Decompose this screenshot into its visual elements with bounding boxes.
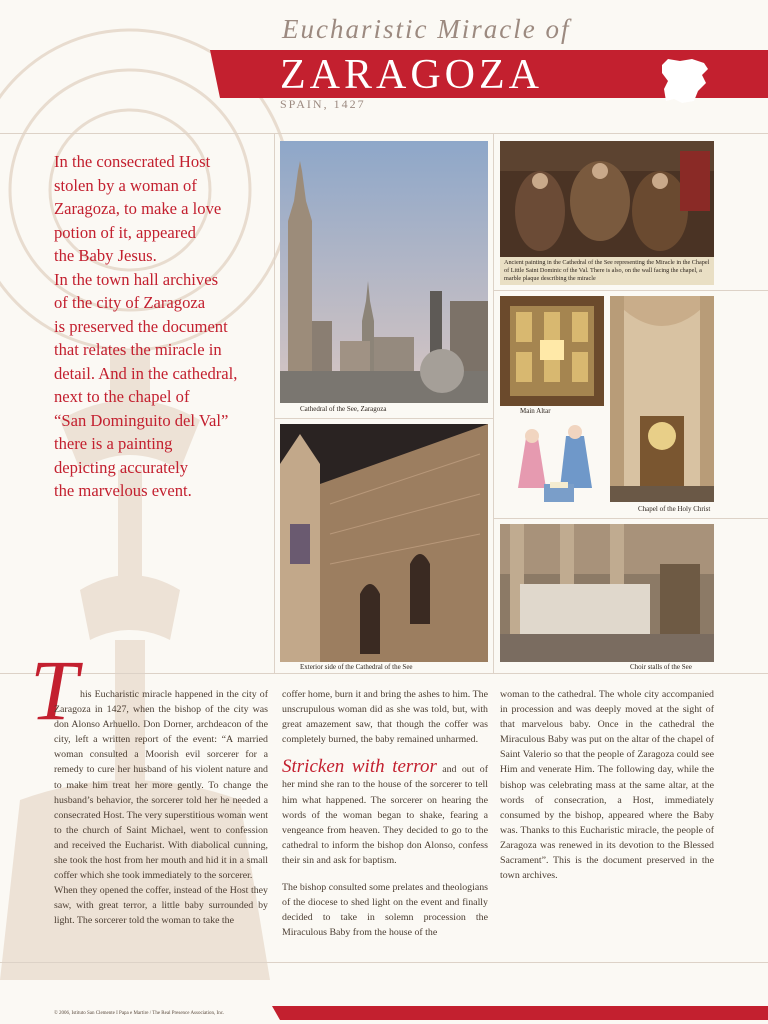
main-altar-photo [500,296,604,406]
row-divider [493,290,768,291]
column-divider [274,133,275,673]
main-altar-caption: Main Altar [520,407,551,415]
intro-line: depicting accurately [54,457,189,477]
intro-line: the marvelous event. [54,481,192,500]
page-title: ZARAGOZA [280,52,543,98]
intro-line: is preserved the document [54,316,228,336]
body-divider [0,673,768,674]
body-paragraph: The bishop consulted some prelates and theologians of the diocese to shed light on the event and finally decided to take in solemn procession the Miraculous Baby from the house of the [282,882,488,939]
row-divider [493,518,768,519]
intro-line: there is a painting [54,434,173,453]
stricken-heading: Stricken with terror [282,756,437,778]
header-divider [0,133,768,134]
body-paragraph: coffer home, burn it and bring the ashes to him. The unscrupulous woman did as she was told, but, with great amazement saw, that though the coffer was completely burned, the baby remained unharmed. [282,689,488,746]
copyright: © 2006, Istituto San Clemente I Papa e Martire / The Real Presence Association, Inc. [54,1011,225,1016]
exterior-side-photo [280,424,488,662]
body-column-3 [500,687,714,883]
holy-christ-caption: Chapel of the Holy Christ [638,505,711,513]
intro-line: Zaragoza, to make a love [54,199,222,218]
footer-notch [272,1006,280,1020]
body-text: and out of her mind she ran to the house of the sorcerer to tell him what happened. The sorcerer on hearing the words of the woman began to shake, fearing a vengeance from heaven. They decided to go to the cathedral to inform the bishop don Alonso, confess their sin and ask for baptism. [282,764,489,866]
intro-line: In the town hall archives [54,269,219,289]
footer-bar [280,1006,768,1020]
column-divider [493,133,494,673]
body-paragraph: When they opened the coffer, instead of the Host they saw, with great terror, a little baby surrounded by light. The sorcerer told the woman to take the [54,885,268,927]
exterior-caption: Exterior side of the Cathedral of the See [300,663,413,671]
subtitle: SPAIN, 1427 [280,97,366,111]
spain-map-icon [658,55,714,107]
script-title: Eucharistic Miracle of [282,14,571,44]
ancient-painting-photo [500,141,714,258]
body-paragraph: woman to the cathedral. The whole city accompanied in procession and was deeply moved at the sight of that marvelous baby. Once in the cathedral the Miraculous Baby was put on the altar of the chapel of Saint Valerio so that the people of Zaragoza could see Him and venerate Him. The following day, while the bishop was celebrating mass at the same altar, at the words of consecration, a Host, immediately consumed by the bishop, appeared where the Baby was. Thanks to this Eucharistic miracle, the people of Zaragoza was renewed in its devotion to the Blessed Sacrament”. This is the document preserved in the town archives. [500,689,714,882]
miracle-illustration [508,418,602,512]
body-paragraph [282,756,489,868]
cathedral-photo [280,141,488,403]
intro-text [54,150,264,503]
intro-line: the Baby Jesus. [54,246,157,265]
banner-notch [210,50,220,98]
intro-line: of the city of Zaragoza [54,293,206,312]
intro-line: “San Dominguito del Val” [54,410,229,430]
choir-caption: Choir stalls of the See [630,663,692,671]
intro-line: In the consecrated Host [54,152,211,171]
body-column-1 [54,687,268,929]
holy-christ-chapel-photo [610,296,714,502]
body-paragraph: his Eucharistic miracle happened in the city of Zaragoza in 1427, when the bishop of the city was don Alonso Arhuello. Don Dorner, archdeacon of the city, left a written report of the event: “A married woman consulted a Moorish evil sorcerer for a remedy to cure her husband of his violent nature and to make him treat her more gently. To change the husband’s behavior, the sorcerer told her he needed a consecrated Host. The very superstitious woman went to the church of Saint Michael, went to confession and received the Eucharist. With diabolical cunning, she took the host from her mouth and hid it in a small coffer which she took immediately to the sorcerer. [54,689,268,882]
intro-line: that relates the miracle in [54,340,222,359]
row-divider [274,418,493,419]
drop-cap: T [30,642,78,738]
footer-divider [0,962,768,963]
intro-line: potion of it, appeared [54,222,196,242]
choir-stalls-photo [500,524,714,662]
intro-line: next to the chapel of [54,387,190,406]
intro-line: detail. And in the cathedral, [54,363,238,383]
cathedral-caption: Cathedral of the See, Zaragoza [300,405,387,413]
painting-caption: Ancient painting in the Cathedral of the See representing the Miracle in the Chapel of Little Saint Dominic of the Val. There is also, on the wall facing the chapel, a marble plaque describing the miracle [500,257,714,285]
body-column-2 [282,687,488,940]
intro-line: stolen by a woman of [54,175,197,195]
